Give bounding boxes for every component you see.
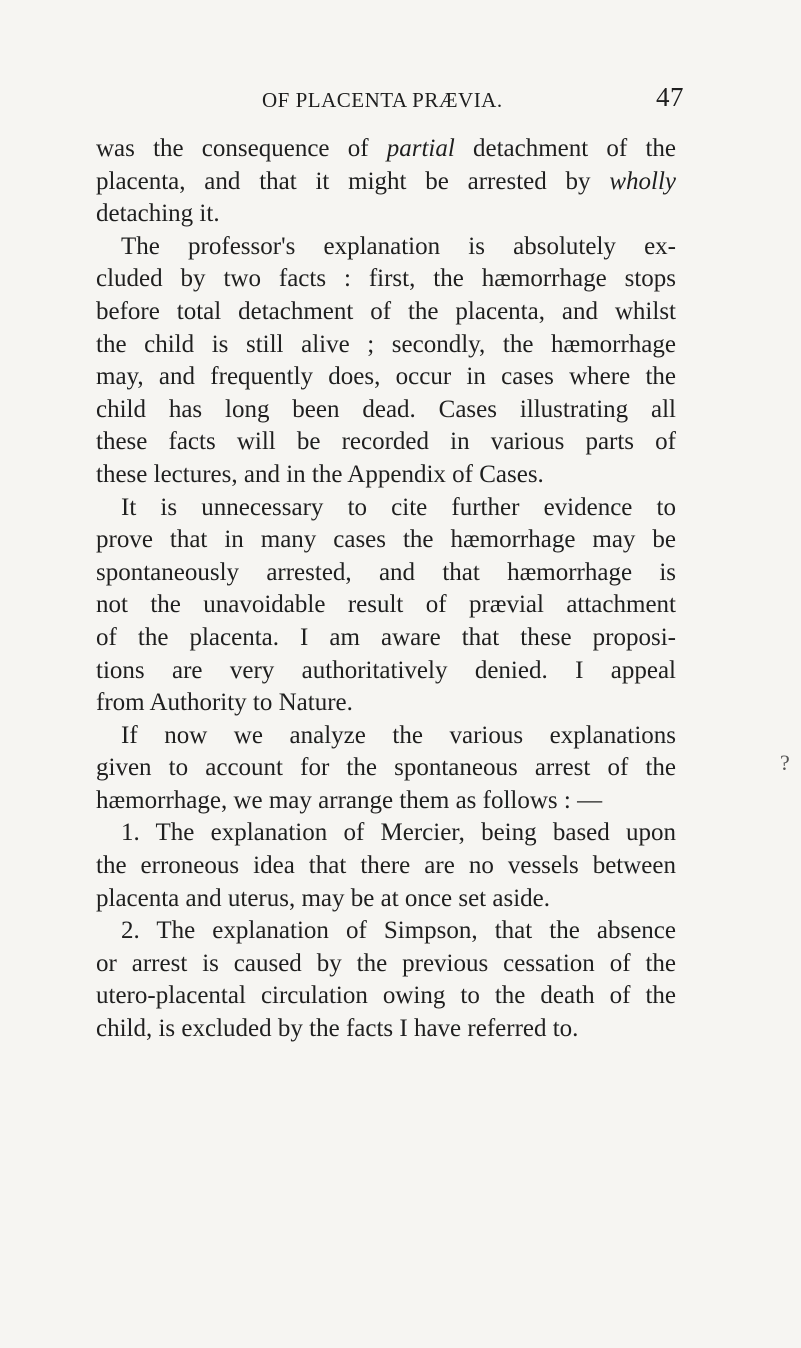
text-line: It is unnecessary to cite further evidence to <box>121 493 676 521</box>
body-text <box>96 133 676 1046</box>
text-line: placenta, and that it might be arrested by wholly <box>96 167 676 195</box>
text-line: before total detachment of the placenta, and whilst <box>96 297 676 325</box>
text-line: The professor's explanation is absolutely ex- <box>121 232 676 260</box>
text-line: these facts will be recorded in various parts of <box>96 428 676 456</box>
text-line: given to account for the spontaneous arrest of the <box>96 754 676 782</box>
text-line: the child is still alive ; secondly, the hæmorrhage <box>96 330 676 358</box>
text-line: these lectures, and in the Appendix of Cases. <box>96 460 544 488</box>
text-line: detaching it. <box>96 200 220 228</box>
text-line: If now we analyze the various explanations <box>121 721 676 749</box>
page-number: 47 <box>656 82 684 112</box>
text-line: hæmorrhage, we may arrange them as follows : — <box>96 786 603 814</box>
text-line: 2. The explanation of Simpson, that the absence <box>121 917 676 945</box>
text-line: tions are very authoritatively denied. I appeal <box>96 656 676 684</box>
text-line: prove that in many cases the hæmorrhage may be <box>96 526 676 554</box>
text-line: placenta and uterus, may be at once set aside. <box>96 884 550 912</box>
text-line: may, and frequently does, occur in cases where the <box>96 363 676 391</box>
text-line: cluded by two facts : first, the hæmorrhage stops <box>96 265 676 293</box>
text-line: child has long been dead. Cases illustrating all <box>96 395 676 423</box>
text-line: of the placenta. I am aware that these proposi- <box>96 623 676 651</box>
text-line: the erroneous idea that there are no vessels between <box>96 852 676 880</box>
text-line: 1. The explanation of Mercier, being based upon <box>121 819 676 847</box>
text-line: child, is excluded by the facts I have referred to. <box>96 1015 579 1043</box>
margin-mark: ? <box>780 750 790 775</box>
running-head-title: OF PLACENTA PRÆVIA. <box>262 88 503 112</box>
text-line: or arrest is caused by the previous cessation of the <box>96 949 676 977</box>
text-line: not the unavoidable result of prævial attachment <box>96 591 676 619</box>
text-line: spontaneously arrested, and that hæmorrhage is <box>96 558 676 586</box>
text-line: from Authority to Nature. <box>96 689 353 717</box>
text-line: was the consequence of partial detachment of the <box>96 135 676 162</box>
text-line: utero-placental circulation owing to the death of the <box>96 982 676 1010</box>
